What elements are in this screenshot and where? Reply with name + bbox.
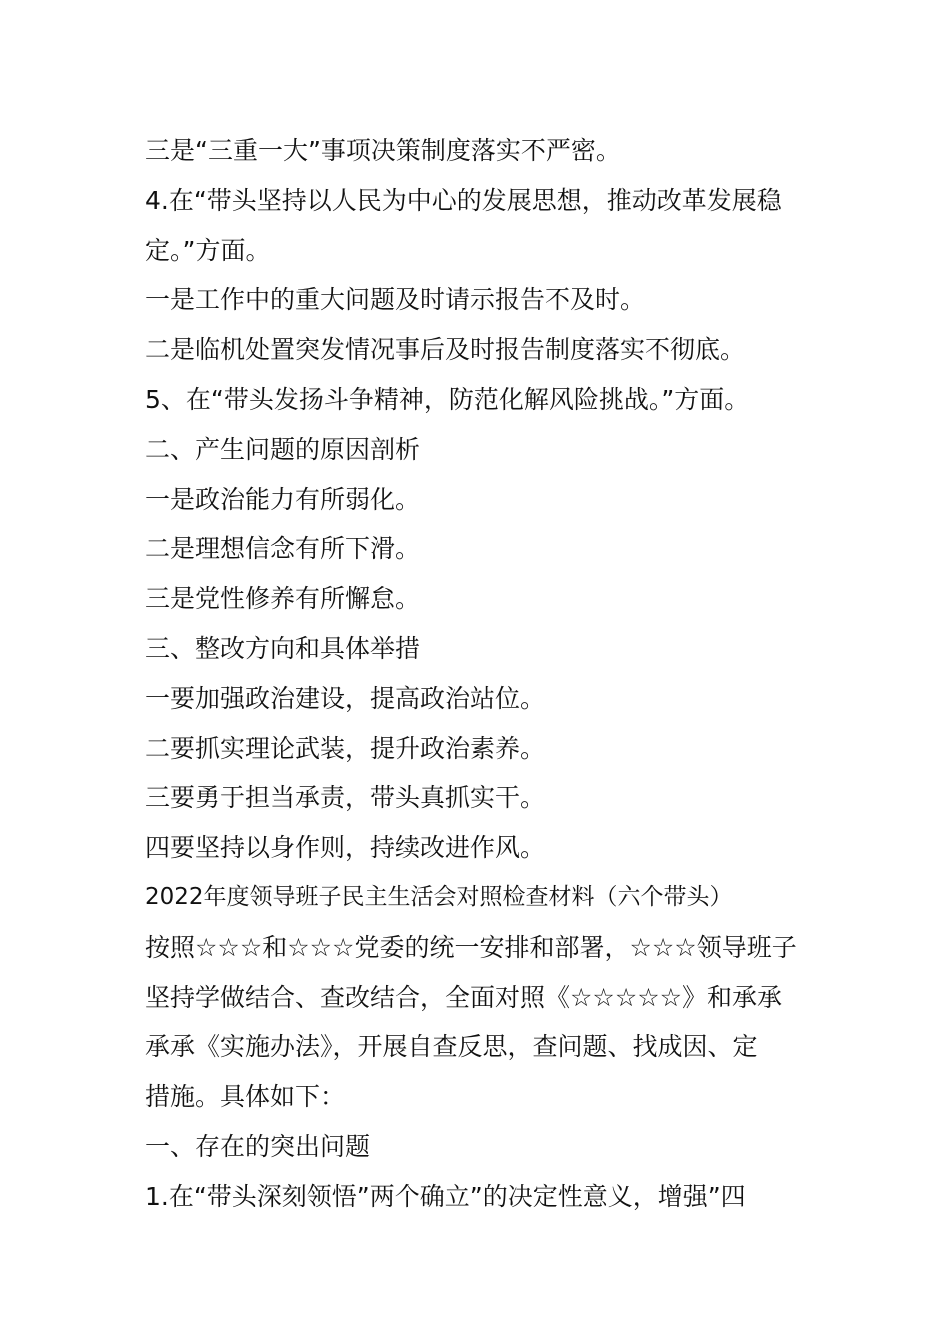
paragraph-line: 5、在“带头发扬斗争精神，防范化解风险挑战。”方面。	[145, 384, 750, 414]
paragraph-line: 按照☆☆☆和☆☆☆党委的统一安排和部署，☆☆☆领导班子	[145, 932, 797, 962]
paragraph-line: 一要加强政治建设，提高政治站位。	[145, 683, 546, 713]
paragraph-line: 二要抓实理论武装，提升政治素养。	[145, 733, 546, 763]
document-title: 2022年度领导班子民主生活会对照检查材料（六个带头）	[145, 883, 733, 910]
section-heading: 二、产生问题的原因剖析	[145, 434, 421, 464]
paragraph-line: 四要坚持以身作则，持续改进作风。	[145, 833, 546, 863]
paragraph-line: 二是临机处置突发情况事后及时报告制度落实不彻底。	[145, 335, 746, 365]
paragraph-line: 三是党性修养有所懈怠。	[145, 584, 421, 614]
paragraph-line: 一是政治能力有所弱化。	[145, 484, 421, 514]
paragraph-line: 一是工作中的重大问题及时请示报告不及时。	[145, 285, 646, 315]
paragraph-line: 承承《实施办法》，开展自查反思，查问题、找成因、定	[145, 1032, 758, 1062]
section-heading: 一、存在的突出问题	[145, 1131, 371, 1161]
paragraph-line: 定。”方面。	[145, 235, 271, 265]
section-heading: 三、整改方向和具体举措	[145, 633, 421, 663]
paragraph-line: 坚持学做结合、查改结合，全面对照《☆☆☆☆☆》和承承	[145, 982, 783, 1012]
paragraph-line: 4.在“带头坚持以人民为中心的发展思想，推动改革发展稳	[145, 185, 782, 215]
document-body	[145, 126, 810, 1222]
paragraph-line: 二是理想信念有所下滑。	[145, 534, 421, 564]
paragraph-line: 三是“三重一大”事项决策制度落实不严密。	[145, 136, 621, 165]
paragraph-line: 三要勇于担当承责，带头真抓实干。	[145, 783, 546, 813]
paragraph-line: 1.在“带头深刻领悟”两个确立”的决定性意义，增强”四	[145, 1181, 746, 1211]
paragraph-line: 措施。具体如下：	[145, 1082, 346, 1112]
